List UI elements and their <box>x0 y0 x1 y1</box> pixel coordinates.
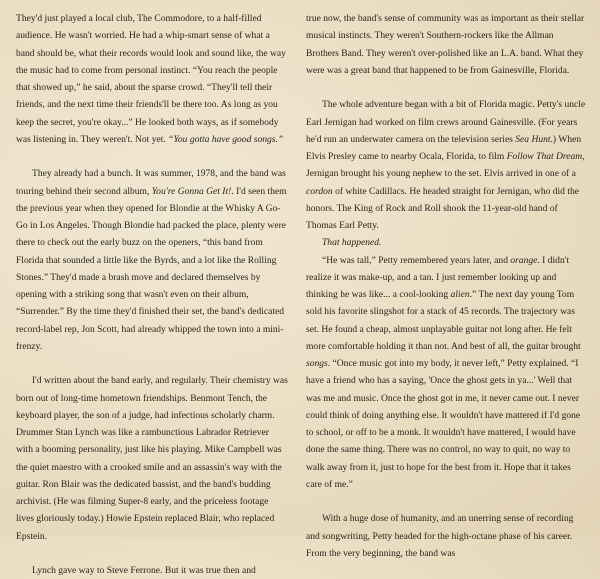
paragraph: With a huge dose of humanity, and an unerring sense of recording and songwriting, Petty headed for the high-octane phase of his career. From the very beginning, the band was <box>306 513 574 559</box>
paragraph: Lynch gave way to Steve Ferrone. But it was true then and <box>32 565 256 576</box>
paragraph-text: .) When Elvis Presley came to nearby Ocala, Florida, to film <box>306 133 582 162</box>
paragraph <box>16 10 288 148</box>
italic-word: cordon <box>306 185 333 197</box>
italic-line: That happened. <box>322 237 382 249</box>
paragraph <box>306 252 588 494</box>
paragraph-text: They'd just played a local club, The Commodore, to a half-filled audience. He wasn't worried. He had a whip-smart sense of what a band should be, what their records would look and sound like, the way the music had to come from personal instinct. “You reach the people that showed up,” he said, about the sparse crowd. “They'll tell their friends, and the next time their friends'll be there too. As long as you keep the secret, you're okay...” He looked both ways, as if somebody was listening in. They weren't. Not yet. <box>16 13 286 145</box>
paragraph-text: The whole adventure began with a bit of Florida magic. Petty's uncle Earl Jernigan had worked on film crews around Gainesville. (For years he'd run an underwater camera on the television series <box>306 99 586 145</box>
paragraph <box>16 165 288 355</box>
paragraph <box>306 234 588 251</box>
paragraph-text: . “Once music got into my body, it never left,” Petty explained. “I have a friend who has a saying, 'Once the ghost gets in ya...' Well that was me and music. Once the ghost got in me, it never came out. I never could think of doing anything else. It wouldn't have mattered if I'd gone to school, or off to be a monk. It wouldn't have mattered, I would have done the same thing. There was no control, no way to quit, no way to walk away from it, just to hope for the best from it. Hope that it takes care of me.” <box>306 358 581 490</box>
right-column <box>306 10 588 562</box>
paragraph-text: They already had a bunch. It was summer, 1978, and the band was touring behind their second album, <box>16 168 286 197</box>
paragraph <box>306 96 588 234</box>
italic-word: alien <box>450 289 470 300</box>
paragraph: true now, the band's sense of community was as important as their stellar musical instincts. They weren't Southern-rockers like the Allman Brothers Band. They weren't over-polished like an L.A. band. What they were was a great band that happened to be from Gainesville, Florida. <box>306 13 585 76</box>
tv-series-title: Sea Hunt <box>515 133 551 145</box>
left-column <box>16 10 288 579</box>
paragraph-text: .” The next day young Tom sold his favorite slingshot for a stack of 45 records. The trajectory was set. He found a cheap, almost unplayable guitar not long after. He felt more comfortable holding it than not. And best of all, the guitar brought <box>306 289 581 352</box>
paragraph: I'd written about the band early, and regularly. Their chemistry was born out of long-time hometown friendships. Benmont Tench, the keyboard player, the son of a judge, had infectious scholarly charm. Drummer Stan Lynch was like a rambunctious Labrador Retriever with a booming personality, just like his playing. Mike Campbell was the quiet maestro with a crooked smile and an assassin's way with the guitar. Ron Blair was the dedicated bassist, and the band's budding archivist. (He was filming Super-8 early, and the priceless footage lives gloriously today.) Howie Epstein replaced Blair, who replaced Epstein. <box>16 375 288 542</box>
paragraph-text: , Jernigan brought his young nephew to the set. Elvis arrived in one of a <box>306 151 585 180</box>
paragraph-text: . I didn't realize it was make-up, and a tan. I just remember looking up and thinking he was like... a cool-looking <box>306 254 570 300</box>
italic-word: songs <box>306 358 328 369</box>
italic-quote: “You gotta have good songs.” <box>168 133 284 145</box>
album-title: You're Gonna Get It! <box>151 185 232 197</box>
paragraph-text: of white Cadillacs. He headed straight for Jernigan, who did the honors. The King of Rock and Roll shook the 11-year-old hand of Thomas Earl Petty. <box>306 185 579 231</box>
film-title: Follow That Dream <box>506 151 583 162</box>
paragraph-text: . I'd seen them the previous year when they opened for Blondie at the Whisky A Go-Go in Los Angeles. Though Blondie had packed the place, plenty were there to check out the early buzz on the openers, “this band from Florida that sounded a little like the Byrds, and a lot like the Rolling Stones.” They'd made a brash move and declared themselves by opening with a striking song that wasn't even on their album, “Surrender.” By the time they'd finished their set, the band's dedicated record-label rep, Jon Scott, had already whipped the town into a mini-frenzy. <box>16 185 287 352</box>
paragraph-text: “He was tall,” Petty remembered years later, and <box>322 254 511 266</box>
italic-word: orange <box>510 254 538 266</box>
